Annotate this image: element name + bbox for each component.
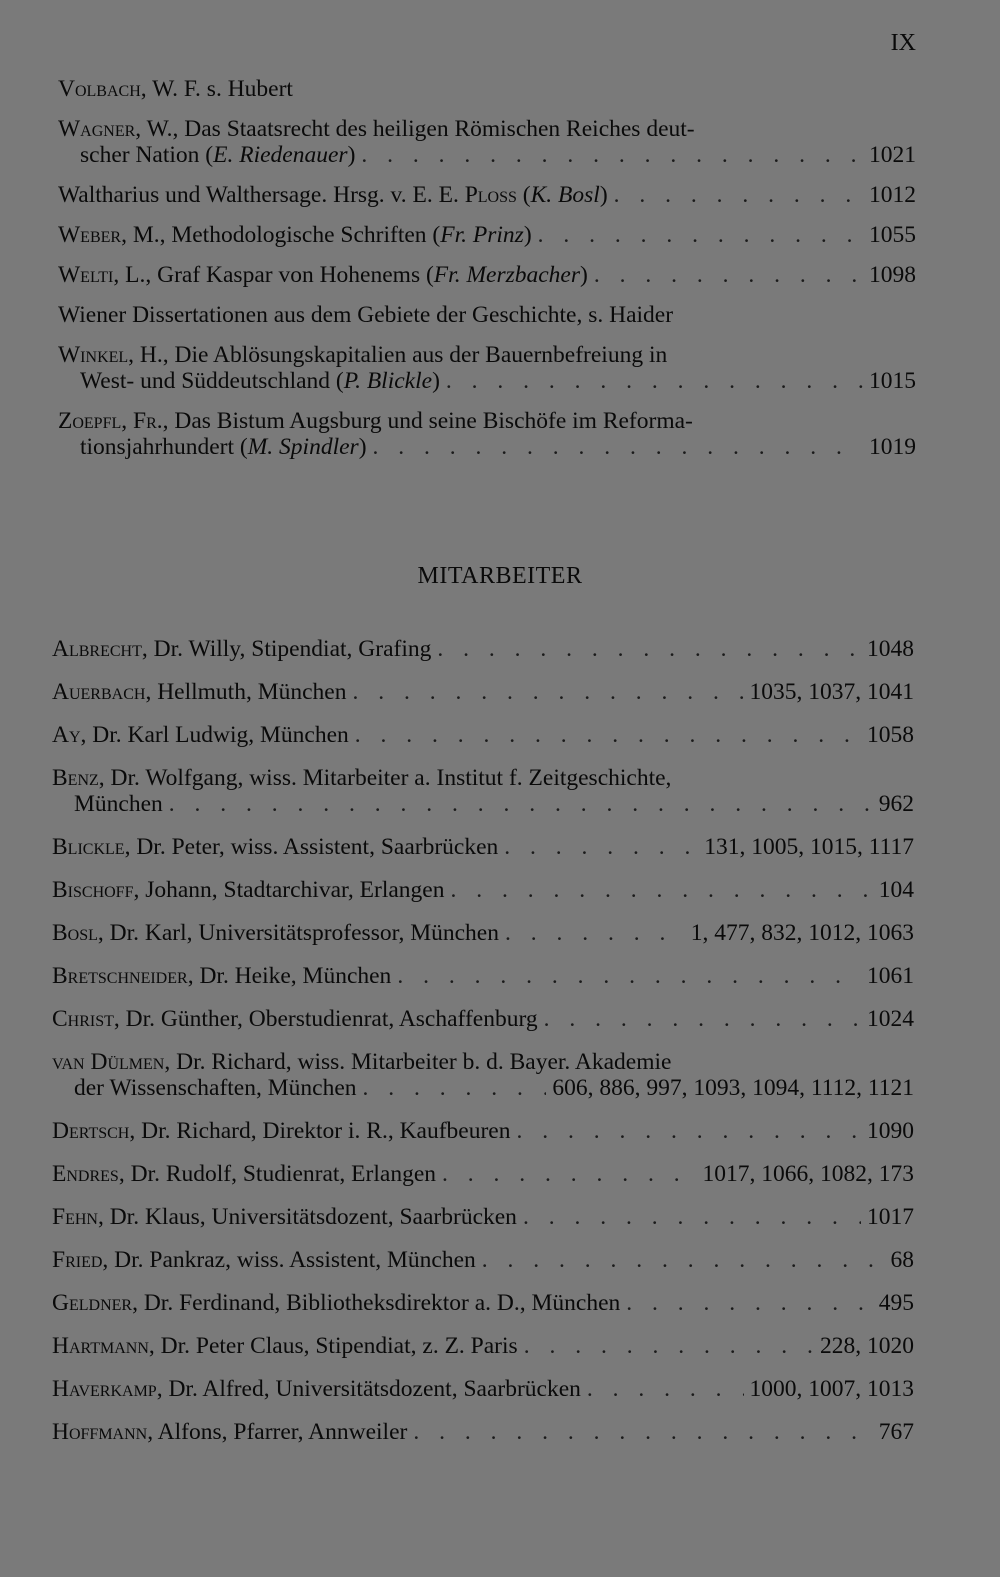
page-refs: 1017, 1066, 1082, 173: [702, 1161, 914, 1187]
contributor-details: , Dr. Rudolf, Studienrat, Erlangen: [118, 1161, 437, 1187]
author-name: Volbach: [58, 76, 141, 102]
leader-dots: [505, 920, 685, 946]
index-entry: Zoepfl, Fr., Das Bistum Augsburg und seine Bischöfe im Reforma- tionsjahrhundert (M. Spindler) . . . 1019: [58, 408, 916, 460]
contributor-name: Bretschneider: [52, 963, 188, 989]
contributor-name: Benz: [52, 765, 99, 791]
entry-text: , W. F. s. Hubert: [140, 76, 293, 102]
leader-dots: [594, 262, 863, 288]
leader-dots: [437, 636, 861, 662]
author-name: Wagner: [58, 116, 136, 142]
reviewer-name: Fr. Prinz: [440, 222, 524, 248]
leader-dots: [504, 834, 698, 860]
mitarbeiter-list: [52, 636, 914, 1462]
leader-dots: [538, 222, 863, 248]
page-ref: 1098: [869, 262, 916, 288]
contributor-name: Albrecht: [52, 636, 142, 662]
reviewer-name: K. Bosl: [530, 182, 600, 208]
leader-dots: [626, 1290, 872, 1316]
leader-dots: [446, 368, 863, 394]
entry-text: , L., Graf Kaspar von Hohenems (: [113, 262, 434, 288]
author-name: Winkel: [58, 342, 129, 368]
contributor-details: München: [74, 791, 163, 817]
index-entry: [58, 182, 916, 208]
leader-dots: [169, 791, 873, 817]
author-name: Weber: [58, 222, 122, 248]
leader-dots: [361, 142, 863, 168]
leader-dots: [524, 1333, 814, 1359]
leader-dots: [355, 722, 861, 748]
contributor-name: Auerbach: [52, 679, 146, 705]
page-refs: 495: [878, 1290, 914, 1316]
entry-text: , W., Das Staatsrecht des heiligen Römischen Reiches deut-: [135, 116, 695, 142]
contributor-entry: [52, 1376, 914, 1402]
leader-dots: [614, 182, 863, 208]
leader-dots: [352, 679, 743, 705]
contributor-details: , Dr. Wolfgang, wiss. Mitarbeiter a. Institut f. Zeitgeschichte,: [98, 765, 672, 791]
author-name: Zoepfl: [58, 408, 122, 434]
entry-text: ): [523, 222, 532, 248]
contributor-entry: [52, 765, 914, 817]
leader-dots: [544, 1006, 861, 1032]
page-refs: 104: [878, 877, 914, 903]
leader-dots: [587, 1376, 744, 1402]
contributor-name: Dertsch: [52, 1118, 130, 1144]
entry-text: ): [358, 434, 367, 460]
page-ref: 1055: [869, 222, 916, 248]
entry-text: , M., Methodologische Schriften (: [121, 222, 441, 248]
contributor-details: , Dr. Peter Claus, Stipendiat, z. Z. Paris: [148, 1333, 518, 1359]
index-entry: [58, 262, 916, 288]
contributor-details: , Dr. Richard, Direktor i. R., Kaufbeuren: [129, 1118, 511, 1144]
leader-dots: [523, 1204, 861, 1230]
reviewer-name: P. Blickle: [343, 368, 433, 394]
contributor-details: , Alfons, Pfarrer, Annweiler: [147, 1419, 408, 1445]
author-name: Fr.: [133, 408, 163, 434]
contributor-name: Geldner: [52, 1290, 133, 1316]
contributor-details: , Johann, Stadtarchivar, Erlangen: [133, 877, 445, 903]
page-refs: 1061: [867, 963, 914, 989]
index-entry: [58, 342, 916, 394]
contributor-name: Blickle: [52, 834, 125, 860]
reviewer-name: M. Spindler: [247, 434, 359, 460]
contributor-entry: [52, 636, 914, 662]
page-refs: 1035, 1037, 1041: [749, 679, 914, 705]
page-refs: 1024: [867, 1006, 914, 1032]
contributor-entry: [52, 1247, 914, 1273]
contributor-details: , Dr. Karl Ludwig, München: [80, 722, 349, 748]
entry-text: , H., Die Ablösungskapitalien aus der Bauernbefreiung in: [128, 342, 668, 368]
index-entry: [58, 116, 916, 168]
contributor-details: , Hellmuth, München: [145, 679, 347, 705]
contributor-details: , Dr. Peter, wiss. Assistent, Saarbrücken: [124, 834, 499, 860]
contributor-entry: [52, 722, 914, 748]
entry-text: (: [516, 182, 531, 208]
contributor-details: , Dr. Alfred, Universitätsdozent, Saarbrücken: [156, 1376, 581, 1402]
page-refs: 767: [878, 1419, 914, 1445]
page-refs: 1048: [867, 636, 914, 662]
contributor-details: der Wissenschaften, München: [74, 1075, 357, 1101]
contributor-details: , Dr. Klaus, Universitätsdozent, Saarbrücken: [97, 1204, 517, 1230]
contributor-name: Bischoff: [52, 877, 134, 903]
entry-text: Wiener Dissertationen aus dem Gebiete der Geschichte, s. Haider: [58, 302, 674, 328]
leader-dots: [397, 963, 861, 989]
contributor-entry: [52, 1118, 914, 1144]
contributor-entry: [52, 679, 914, 705]
contributor-entry: [52, 1161, 914, 1187]
entry-text: ): [347, 142, 356, 168]
index-entry: [58, 302, 916, 328]
entry-text: tionsjahrhundert (: [80, 434, 248, 460]
entry-text: Waltharius und Walthersage. Hrsg. v. E. E.: [58, 182, 465, 208]
contributor-entry: [52, 1290, 914, 1316]
contributor-entry: [52, 1006, 914, 1032]
contributor-entry: [52, 877, 914, 903]
author-name: Welti: [58, 262, 114, 288]
leader-dots: [482, 1247, 885, 1273]
contributor-name: Haverkamp: [52, 1376, 157, 1402]
page-refs: 68: [890, 1247, 914, 1273]
contributor-name: Bosl: [52, 920, 98, 946]
page-refs: 606, 886, 997, 1093, 1094, 1112, 1121: [552, 1075, 914, 1101]
page-refs: 1, 477, 832, 1012, 1063: [690, 920, 914, 946]
leader-dots: [363, 1075, 547, 1101]
leader-dots: [442, 1161, 696, 1187]
contributor-entry: [52, 1419, 914, 1445]
index-entry: [58, 76, 916, 102]
page-refs: 1090: [867, 1118, 914, 1144]
contributor-details: , Dr. Karl, Universitätsprofessor, München: [97, 920, 499, 946]
page-refs: 1017: [867, 1204, 914, 1230]
contributor-details: , Dr. Heike, München: [187, 963, 392, 989]
author-name: Ploss: [464, 182, 517, 208]
contributor-name: Endres: [52, 1161, 119, 1187]
index-entries-top: [58, 76, 916, 474]
contributor-entry: [52, 1049, 914, 1101]
contributor-name: Ay: [52, 722, 81, 748]
leader-dots: [373, 434, 863, 460]
page-number: IX: [890, 30, 916, 56]
contributor-name: Hoffmann: [52, 1419, 148, 1445]
contributor-entry: [52, 1333, 914, 1359]
page-refs: 1058: [867, 722, 914, 748]
page-ref: 1021: [869, 142, 916, 168]
entry-text: ): [432, 368, 440, 394]
page-refs: 131, 1005, 1015, 1117: [704, 834, 914, 860]
contributor-entry: [52, 1204, 914, 1230]
contributor-name: Fried: [52, 1247, 103, 1273]
entry-text: , Das Bistum Augsburg und seine Bischöfe im Reforma-: [162, 408, 693, 434]
reviewer-name: Fr. Merzbacher: [433, 262, 580, 288]
contributor-details: , Dr. Günther, Oberstudienrat, Aschaffenburg: [113, 1006, 538, 1032]
page-ref: 1012: [869, 182, 916, 208]
contributor-entry: [52, 834, 914, 860]
contributor-name: Hartmann: [52, 1333, 149, 1359]
contributor-name: van Dülmen: [52, 1049, 165, 1075]
contributor-details: , Dr. Ferdinand, Bibliotheksdirektor a. D., München: [132, 1290, 621, 1316]
page-refs: 962: [878, 791, 914, 817]
reviewer-name: E. Riedenauer: [213, 142, 348, 168]
entry-text: ): [580, 262, 588, 288]
leader-dots: [450, 877, 872, 903]
page-refs: 228, 1020: [820, 1333, 914, 1359]
entry-text: scher Nation (: [80, 142, 214, 168]
leader-dots: [413, 1419, 872, 1445]
entry-text: ): [599, 182, 608, 208]
contributor-details: , Dr. Willy, Stipendiat, Grafing: [141, 636, 432, 662]
page-ref: 1015: [869, 368, 916, 394]
contributor-entry: [52, 963, 914, 989]
index-entry: [58, 222, 916, 248]
page-refs: 1000, 1007, 1013: [749, 1376, 914, 1402]
contributor-details: , Dr. Pankraz, wiss. Assistent, München: [102, 1247, 476, 1273]
section-heading: MITARBEITER: [417, 563, 583, 589]
contributor-name: Fehn: [52, 1204, 98, 1230]
contributor-details: , Dr. Richard, wiss. Mitarbeiter b. d. Bayer. Akademie: [164, 1049, 672, 1075]
entry-text: West- und Süddeutschland (: [80, 368, 344, 394]
contributor-name: Christ: [52, 1006, 114, 1032]
page-ref: 1019: [869, 434, 916, 460]
leader-dots: [516, 1118, 861, 1144]
contributor-entry: [52, 920, 914, 946]
